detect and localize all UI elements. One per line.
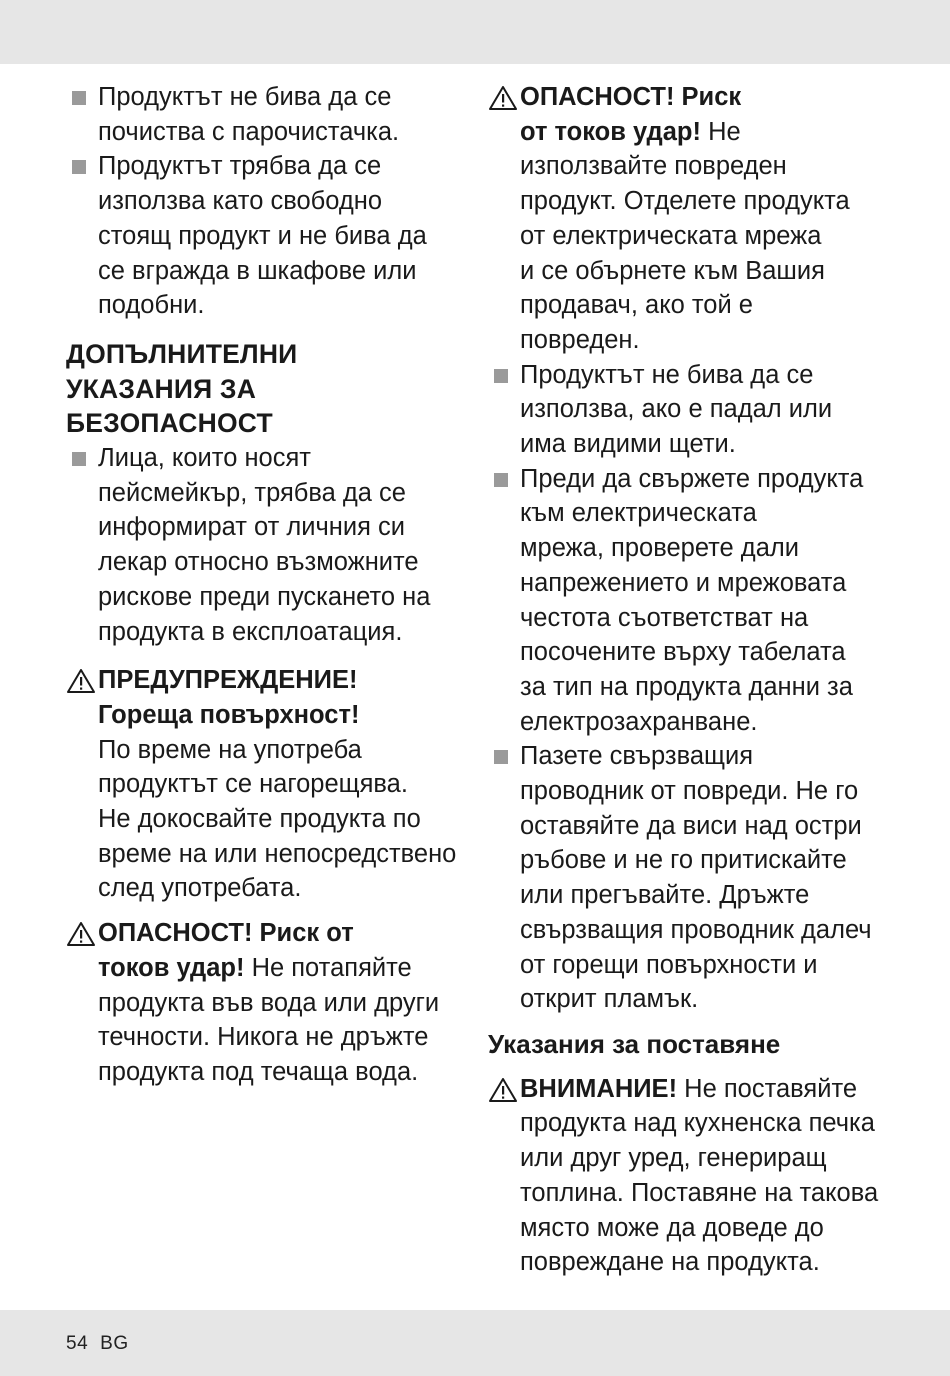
section-heading	[66, 337, 466, 441]
text-line: Продуктът не бива да се	[98, 83, 392, 111]
right-column	[488, 80, 908, 1280]
text-line: използвайте повреден	[520, 152, 787, 181]
text-line: проводник от повреди. Не го	[520, 777, 859, 806]
list-item	[488, 358, 908, 462]
text-line: има видими щети.	[520, 430, 736, 459]
left-column	[66, 80, 466, 1090]
text-line: или прегъвайте. Дръжте	[520, 881, 810, 910]
text-line: Продуктът трябва да се	[98, 152, 382, 181]
text-line: Пазете свързващия	[520, 742, 754, 771]
list-item	[488, 739, 908, 1017]
text-line: за тип на продукта данни за	[520, 672, 853, 701]
square-bullet-icon	[494, 369, 508, 383]
text-line: продукта във вода или други	[98, 988, 440, 1017]
square-bullet-icon	[494, 750, 508, 764]
text-line: Лица, които носят	[98, 444, 311, 473]
text-line: продукта над кухненска печка	[520, 1109, 875, 1138]
text-line: време на или непосредствено	[98, 839, 457, 868]
text-line: след употребата.	[98, 874, 302, 903]
square-bullet-icon	[72, 91, 86, 105]
text-line: или друг уред, генериращ	[520, 1144, 827, 1173]
text-line: продукта в експлоатация.	[98, 617, 403, 646]
caution-placement	[488, 1072, 908, 1280]
warning-title: Гореща повърхност!	[98, 700, 360, 729]
text-line: рискове преди пускането на	[98, 582, 431, 611]
danger-title: от токов удар!	[520, 117, 701, 146]
text-line: стоящ продукт и не бива да	[98, 221, 427, 250]
list-item	[66, 149, 466, 323]
page-number: 54	[66, 1333, 89, 1354]
text-line: продукта под течаща вода.	[98, 1057, 419, 1086]
text-line: лекар относно възможните	[98, 548, 419, 577]
text-line: от електрическата мрежа	[520, 221, 822, 250]
text-line: ръбове и не го притискайте	[520, 846, 847, 875]
subsection-heading: Указания за поставяне	[488, 1028, 781, 1059]
text-line: посочените върху табелата	[520, 638, 846, 667]
text-line: към електрическата	[520, 499, 757, 528]
heading-line: ДОПЪЛНИТЕЛНИ	[66, 338, 298, 369]
text-inline: Не потапяйте	[244, 953, 412, 982]
text-line: По време на употреба	[98, 735, 362, 764]
square-bullet-icon	[494, 473, 508, 487]
bottom-band	[0, 1310, 950, 1376]
text-line: информират от личния си	[98, 513, 406, 542]
warning-hot-surface	[66, 663, 466, 906]
caution-title: ВНИМАНИЕ!	[520, 1074, 678, 1103]
text-line: честота съответстват на	[520, 603, 809, 632]
text-line: Продуктът не бива да се	[520, 360, 814, 389]
text-line: напрежението и мрежовата	[520, 568, 847, 597]
text-line: почиства с парочистачка.	[98, 117, 400, 146]
text-line: и се обърнете към Вашия	[520, 256, 825, 285]
page-footer	[66, 1333, 129, 1355]
text-line: Не докосвайте продукта по	[98, 805, 421, 834]
text-line: течности. Никога не дръжте	[98, 1023, 429, 1052]
danger-title: токов удар!	[98, 953, 245, 982]
list-item	[488, 462, 908, 740]
text-line: оставяйте да виси над остри	[520, 811, 862, 840]
warning-triangle-icon	[66, 668, 96, 694]
language-code: BG	[100, 1333, 129, 1354]
text-line: от горещи повърхности и	[520, 950, 818, 979]
list-item	[66, 80, 466, 149]
warning-triangle-icon	[488, 1077, 518, 1103]
text-inline: Не поставяйте	[677, 1074, 858, 1103]
warning-triangle-icon	[488, 85, 518, 111]
text-line: електрозахранване.	[520, 707, 758, 736]
text-inline: Не	[701, 117, 741, 146]
text-line: пейсмейкър, трябва да се	[98, 478, 406, 507]
square-bullet-icon	[72, 160, 86, 174]
text-line: повреден.	[520, 325, 640, 354]
danger-water	[66, 916, 466, 1090]
danger-damaged	[488, 80, 908, 358]
text-line: използва като свободно	[98, 187, 383, 216]
list-item	[66, 441, 466, 649]
warning-title: ПРЕДУПРЕЖДЕНИЕ!	[98, 666, 358, 695]
danger-title: ОПАСНОСТ! Риск от	[98, 919, 354, 948]
text-line: открит пламък.	[520, 985, 699, 1014]
text-line: продавач, ако той е	[520, 291, 753, 320]
text-line: мрежа, проверете дали	[520, 534, 799, 563]
heading-line: БЕЗОПАСНОСТ	[66, 408, 273, 439]
text-line: подобни.	[98, 291, 205, 320]
top-band	[0, 0, 950, 64]
square-bullet-icon	[72, 452, 86, 466]
danger-title: ОПАСНОСТ! Риск	[520, 83, 742, 111]
text-line: продукт. Отделете продукта	[520, 187, 850, 216]
text-line: повреждане на продукта.	[520, 1248, 820, 1277]
text-line: се вгражда в шкафове или	[98, 256, 417, 285]
text-line: Преди да свържете продукта	[520, 464, 864, 493]
text-line: място може да доведе до	[520, 1213, 824, 1242]
heading-line: УКАЗАНИЯ ЗА	[66, 373, 257, 404]
warning-triangle-icon	[66, 921, 96, 947]
text-line: свързващия проводник далеч	[520, 915, 872, 944]
text-line: продуктът се нагорещява.	[98, 770, 408, 799]
text-line: използва, ако е падал или	[520, 395, 833, 424]
text-line: топлина. Поставяне на такова	[520, 1178, 879, 1207]
